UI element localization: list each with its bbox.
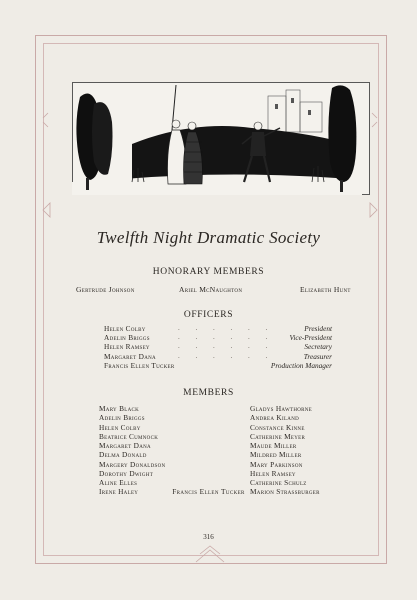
stage-illustration [72,82,370,195]
member-name-centered: Francis Ellen Tucker [172,487,245,496]
officer-name: Helen Ramsey [104,342,150,352]
dot-leader: . . . . . . [178,351,275,360]
member-name: Margery Donaldson [99,459,166,469]
dot-leader: . . . . . . [178,333,275,342]
member-name: Mildred Miller [250,450,302,460]
officer-row [104,333,332,342]
member-name: Maude Miller [250,441,297,450]
member-name: Dorothy Dwight [99,468,154,478]
members-left-column [99,404,165,497]
officer-name: Francis Ellen Tucker [104,360,175,370]
officers-list [104,324,332,370]
officer-role: Treasurer [303,351,332,361]
member-name: Irene Haley [99,487,139,497]
member-name: Aline Elles [99,478,138,487]
officer-role: President [304,324,332,333]
member-name: Helen Colby [99,422,141,432]
officers-heading: OFFICERS [183,310,234,320]
honorary-member: Elizabeth Hunt [300,285,351,294]
officer-row [104,361,332,370]
member-name: Mary Black [99,404,140,413]
honorary-members-row [0,285,417,297]
officer-row [104,324,332,333]
member-name: Constance Kinne [250,422,305,432]
page-title: Twelfth Night Dramatic Society [96,228,321,247]
officer-name: Margaret Dana [104,351,156,361]
dot-leader: . . . . . . [178,324,275,332]
member-name: Adelin Briggs [99,413,145,423]
officer-role: Secretary [304,342,332,352]
member-name: Delma Donald [99,450,147,460]
members-heading: MEMBERS [183,388,234,398]
member-name: Catherine Meyer [250,431,306,441]
member-name: Helen Ramsey [250,468,296,478]
members-right-column [250,404,320,497]
officer-name: Adelin Briggs [104,333,150,343]
officer-role: Vice-President [289,333,332,343]
member-name: Andrea Kiland [250,413,300,423]
dot-leader: . . . . . . [178,342,275,351]
member-name: Marion Strassburger [250,487,320,497]
honorary-heading: HONORARY MEMBERS [152,267,265,277]
officer-role: Production Manager [270,360,332,370]
officer-name: Helen Colby [104,324,146,333]
honorary-member: Ariel McNaughton [179,285,243,294]
officer-row [104,352,332,361]
member-name: Margaret Dana [99,441,151,450]
member-name: Catherine Schulz [250,478,307,487]
member-name: Gladys Hawthorne [250,404,313,413]
honorary-member: Gertrude Johnson [76,285,135,294]
page-number: 316 [203,533,214,541]
officer-row [104,342,332,351]
member-name: Beatrice Cumnock [99,431,159,441]
member-name: Mary Parkinson [250,459,303,469]
